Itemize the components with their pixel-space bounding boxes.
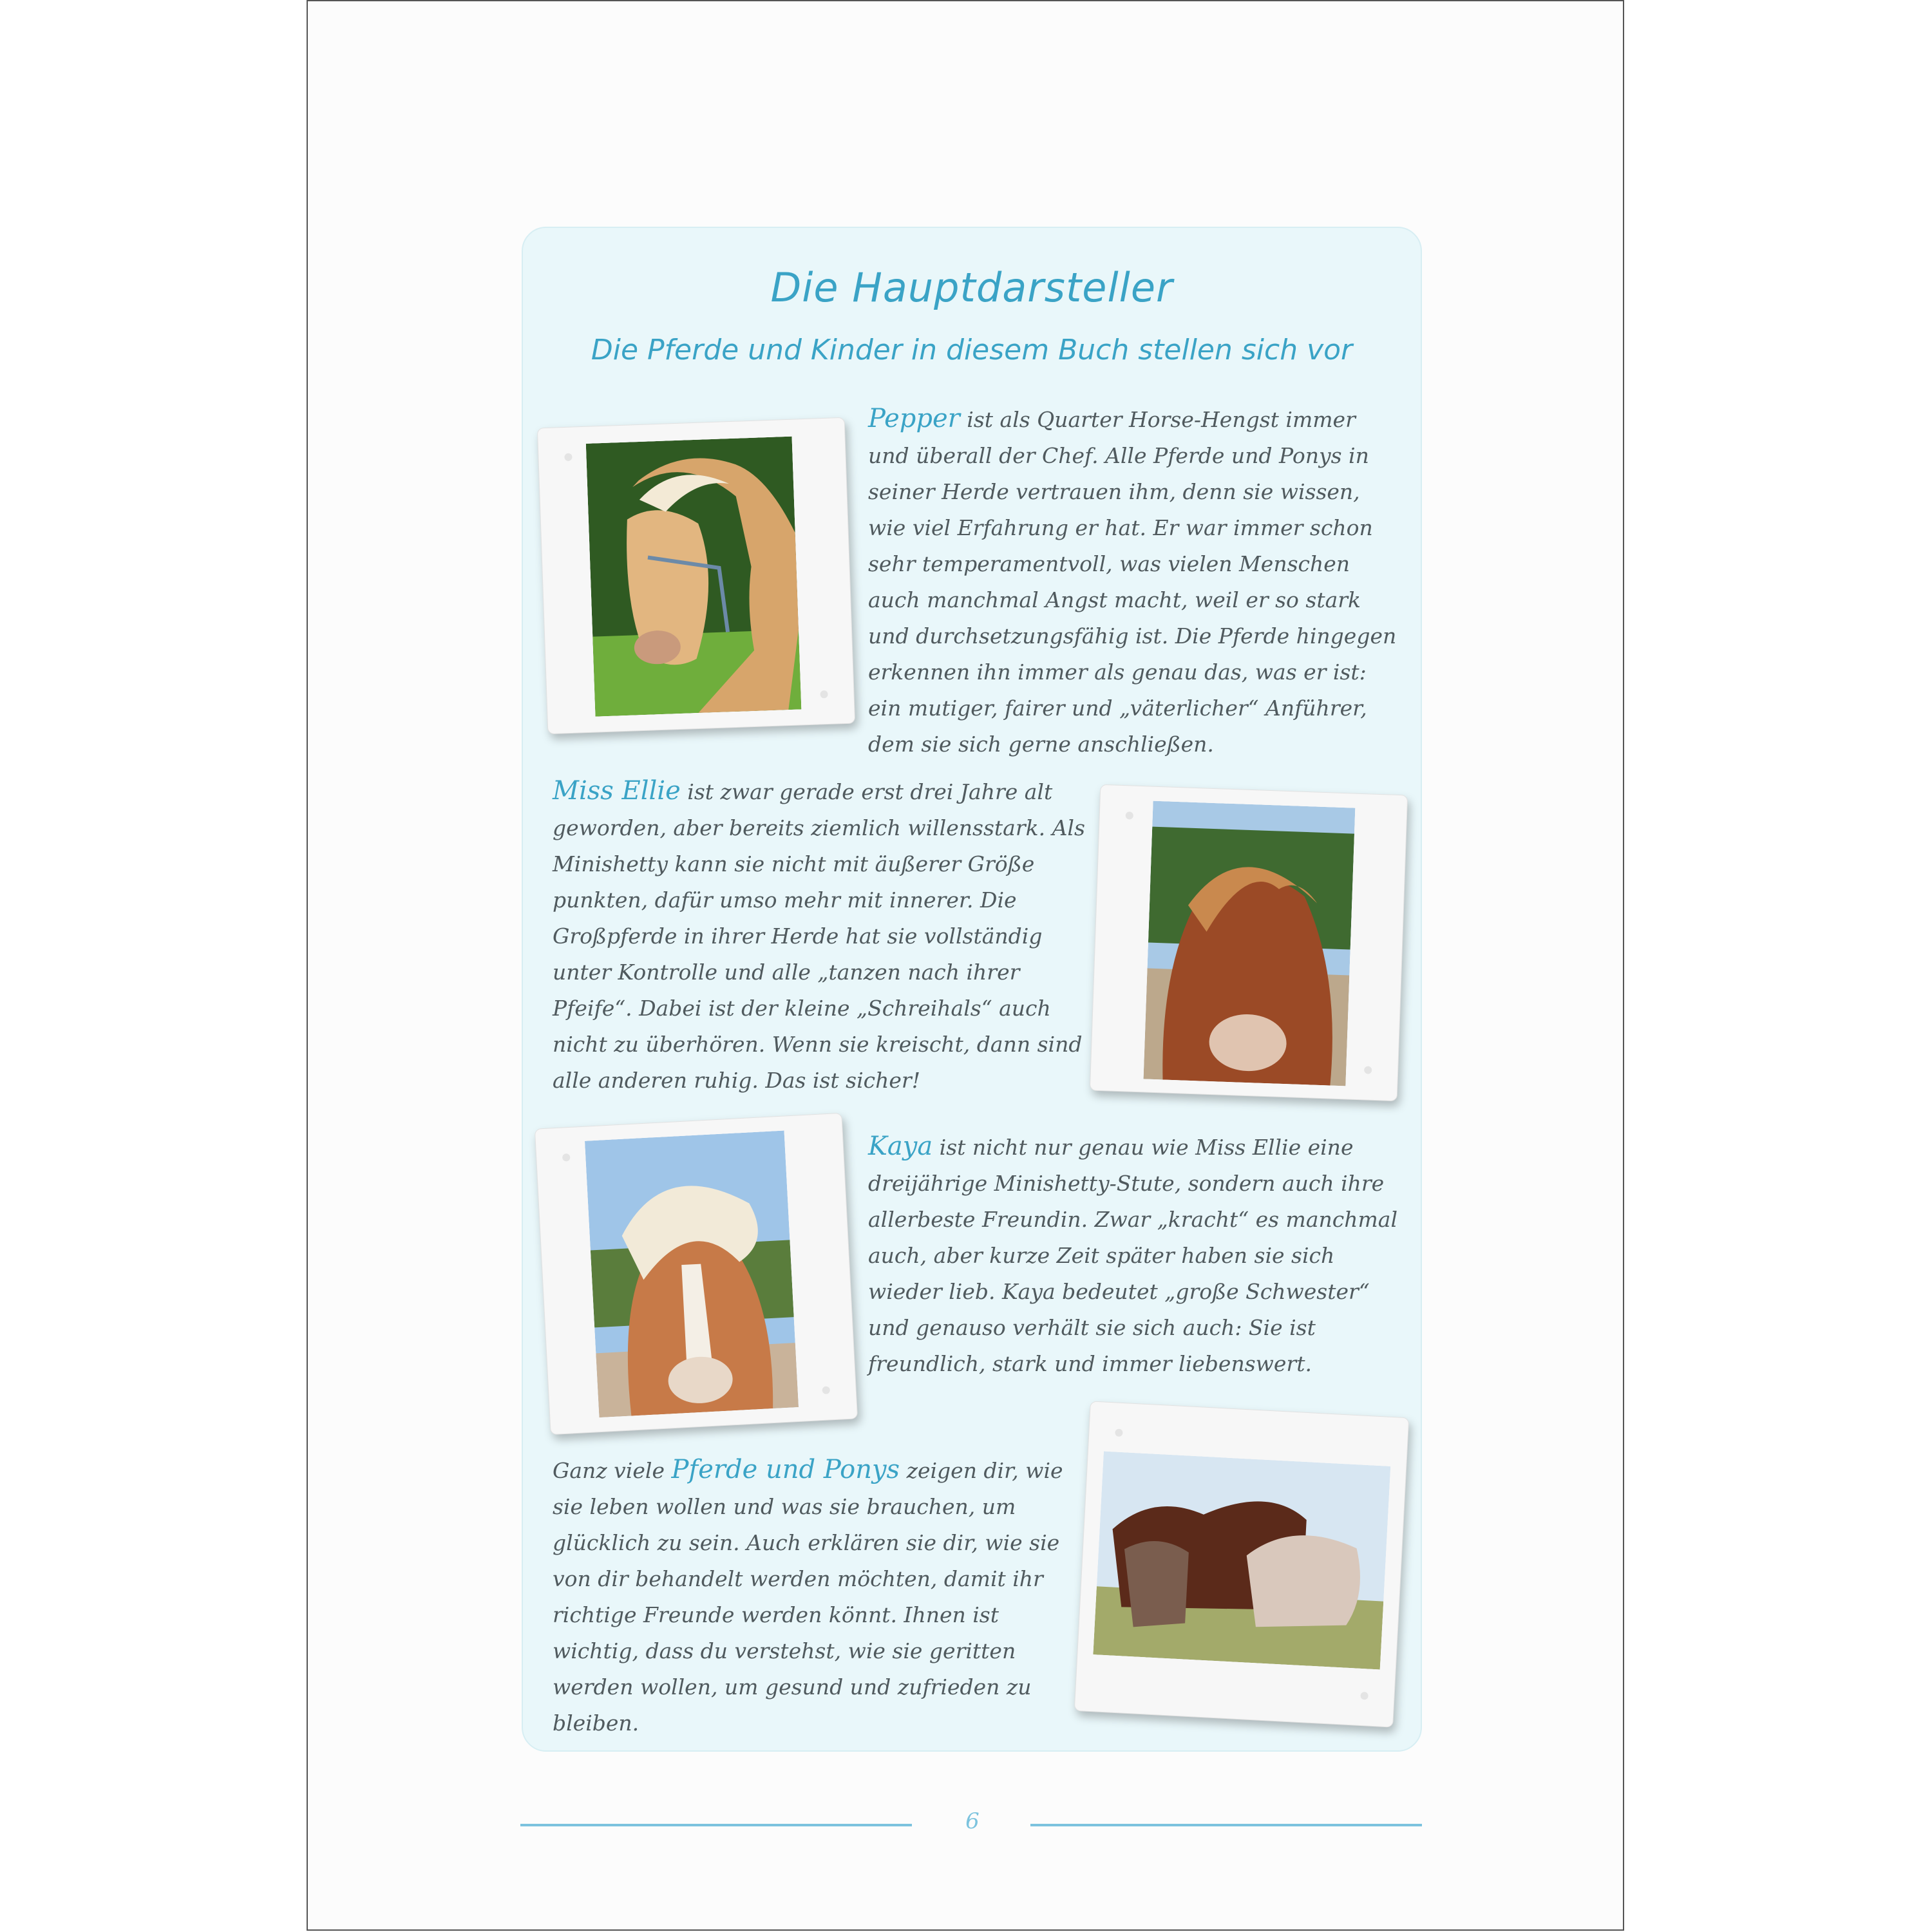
section-herd-text — [553, 1452, 1068, 1741]
footer-rule-right — [1030, 1824, 1422, 1826]
section-pepper-name: Pepper — [868, 404, 960, 433]
page-subtitle: Die Pferde und Kinder in diesem Buch stellen sich vor — [591, 334, 1353, 366]
section-miss-ellie-body: ist zwar gerade erst drei Jahre alt geworden, aber bereits ziemlich willensstark. Als Minishetty kann sie nicht mit äußerer Größe punkten, dafür umso mehr mit innerer. Die Großpferde in ihrer Herde hat sie vollständig unter Kontrolle und alle „tanzen nach ihrer Pfeife“. Dabei ist der kleine „Schreihals“ auch nicht zu überhören. Wenn sie kreischt, dann sind alle anderen ruhig. Das ist sicher! — [553, 779, 1085, 1093]
section-herd-name: Pferde und Ponys — [671, 1455, 900, 1484]
page-number: 6 — [965, 1808, 980, 1834]
footer-rule-left — [520, 1824, 912, 1826]
section-miss-ellie-name: Miss Ellie — [553, 776, 681, 806]
photo-frame-miss-ellie — [1090, 784, 1408, 1101]
photo-herd — [1093, 1452, 1390, 1670]
page-title: Die Hauptdarsteller — [770, 264, 1173, 311]
section-pepper-text — [868, 401, 1403, 762]
photo-frame-kaya — [535, 1113, 858, 1435]
section-herd-intro: Ganz viele — [553, 1458, 672, 1483]
section-kaya-name: Kaya — [868, 1132, 933, 1161]
section-herd-body: zeigen dir, wie sie leben wollen und was sie brauchen, um glücklich zu sein. Auch erklären sie dir, wie sie von dir behandelt werden möchten, damit ihr richtige Freunde werden könnt. Ihnen ist wichtig, dass du verstehst, wie sie geritten werden wollen, um gesund und zufrieden zu bleiben. — [553, 1458, 1063, 1736]
photo-kaya — [585, 1131, 799, 1418]
photo-frame-herd — [1074, 1401, 1410, 1727]
section-pepper-body: ist als Quarter Horse-Hengst immer und überall der Chef. Alle Pferde und Ponys in seiner Herde vertrauen ihm, denn sie wissen, wie viel Erfahrung er hat. Er war immer schon sehr temperamentvoll, was vielen Menschen auch manchmal Angst macht, weil er so stark und durchsetzungsfähig ist. Die Pferde hingegen erkennen ihn immer als genau das, was er ist: ein mutiger, fairer und „väterlicher“ Anführer, dem sie sich gerne anschließen. — [868, 407, 1397, 757]
photo-pepper — [586, 437, 802, 717]
section-miss-ellie-text — [553, 773, 1087, 1099]
photo-miss-ellie — [1144, 801, 1356, 1086]
photo-frame-pepper — [537, 417, 855, 734]
section-kaya-text — [868, 1128, 1403, 1382]
section-kaya-body: ist nicht nur genau wie Miss Ellie eine dreijährige Minishetty-Stute, sondern auch ihre allerbeste Freundin. Zwar „kracht“ es manchmal auch, aber kurze Zeit später haben sie sich wieder lieb. Kaya bedeutet „große Schwester“ und genauso verhält sie sich auch: Sie ist freundlich, stark und immer liebenswert. — [868, 1135, 1398, 1376]
